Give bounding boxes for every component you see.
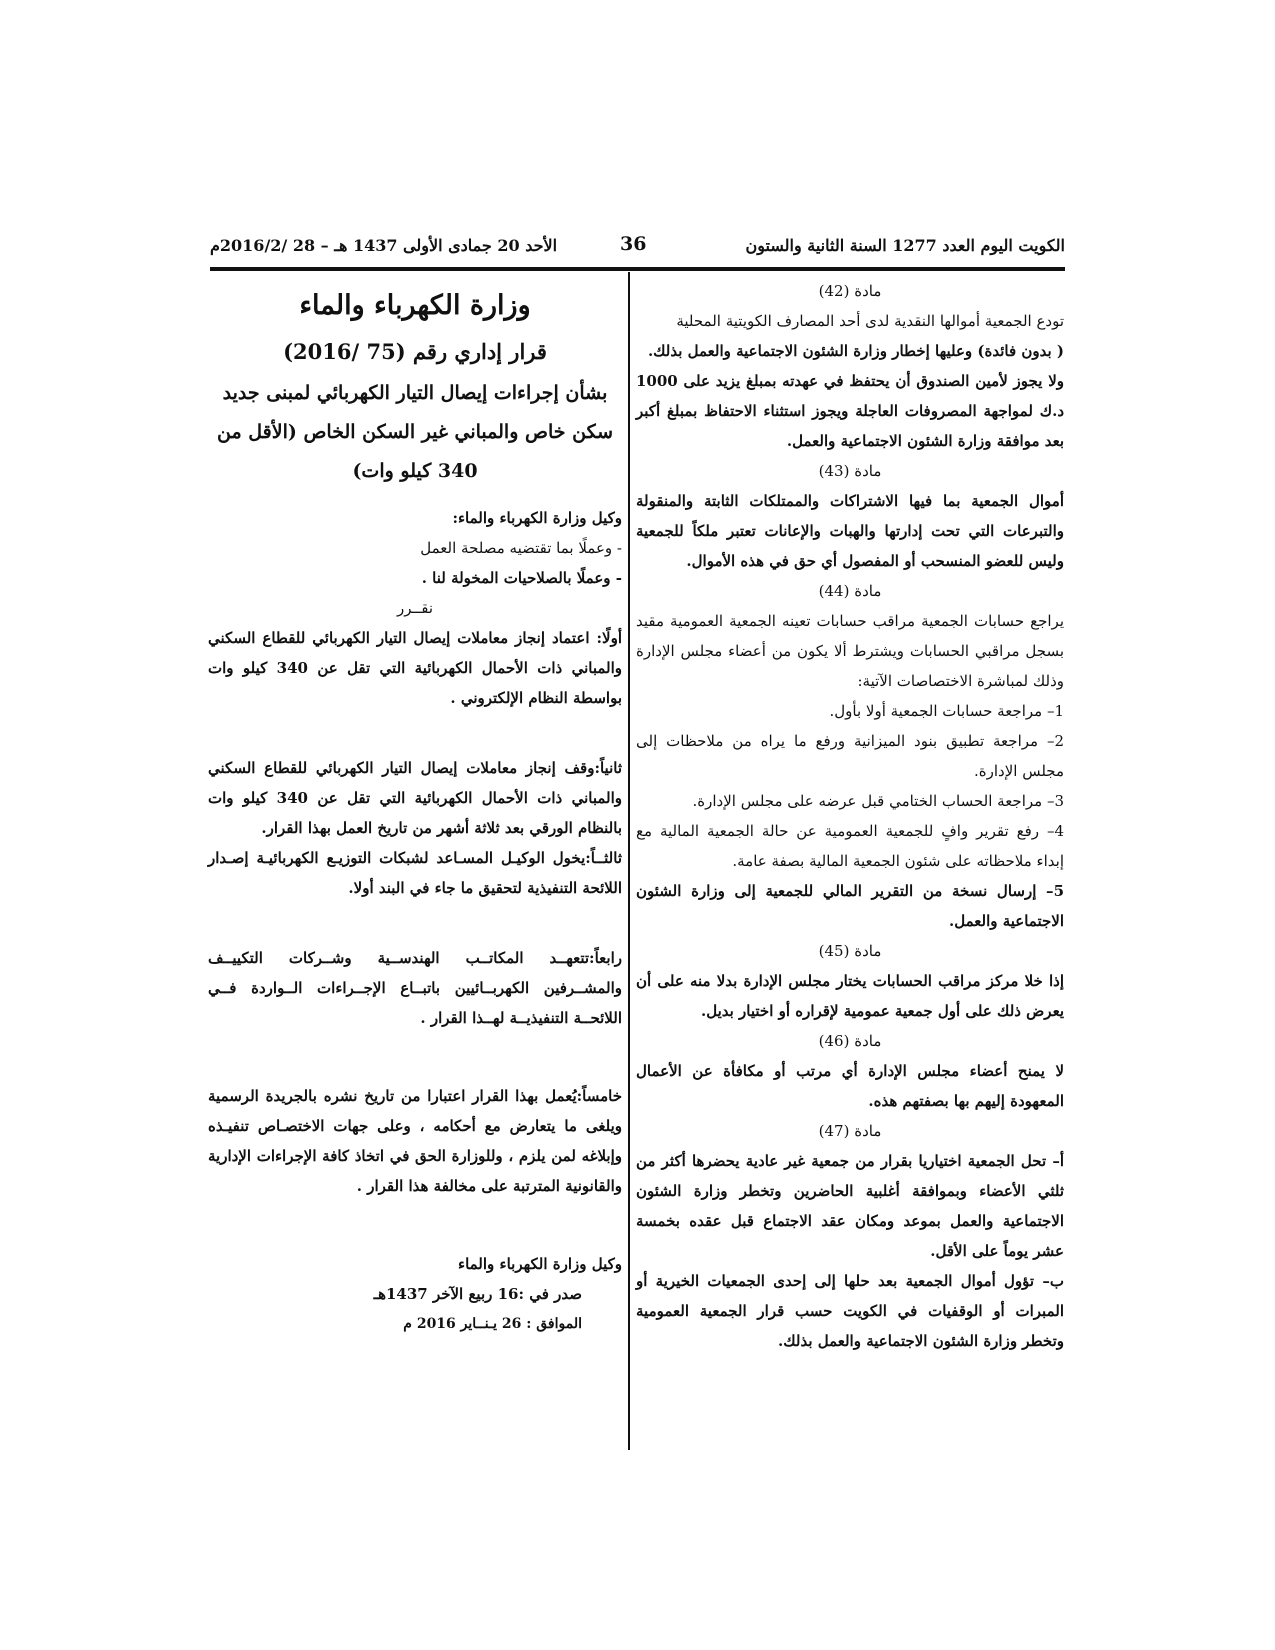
decision-subject: بشأن إجراءات إيصال التيار الكهربائي لمبنى جديد سكن خاص والمباني غير السكن الخاص (الأقل من 340 كيلو وات) [217, 382, 613, 482]
article-44-item-5: 5– إرسال نسخة من التقرير المالي للجمعية إلى وزارة الشئون الاجتماعية والعمل. [636, 882, 1064, 930]
decision-number: قرار إداري رقم (75 /2016) [283, 339, 547, 364]
issuer-line: وكيل وزارة الكهرباء والماء: [452, 509, 622, 527]
clause-fifth: خامساً:يُعمل بهذا القرار اعتبارا من تاريخ نشره بالجريدة الرسمية ويلغى ما يتعارض مع أحكامه ، وعلى جهات الاختصـاص تنفيـذه وإبلاغه لمن يلزم ، وللوزارة الحق في اتخاذ كافة الإجراءات الإدارية والقانونية المترتبة على مخالفة هذا القرار . [208, 1087, 622, 1195]
column-divider [628, 272, 630, 1450]
clause-second: ثانياً:وقف إنجاز معاملات إيصال التيار الكهربائي للقطاع السكني والمباني ذات الأحمال الكهربائية التي تقل عن 340 كيلو وات بالنظام الورقي بعد ثلاثة أشهر من تاريخ العمل بهذا القرار. [208, 759, 623, 837]
issue-date: صدر في :16 ربيع الآخر 1437هـ [373, 1285, 582, 1303]
basis-line-2: - وعملًا بالصلاحيات المخولة لنا . [421, 569, 622, 587]
signature-line: وكيل وزارة الكهرباء والماء [458, 1255, 622, 1273]
basis-line-1: - وعملًا بما تقتضيه مصلحة العمل [420, 539, 622, 557]
article-44-item-4: 4– رفع تقرير وافٍ للجمعية العمومية عن حالة الجمعية المالية مع إبداء ملاحظاته على شئون الجمعية المالية بصفة عامة. [636, 822, 1064, 870]
article-47-label: مادة (47) [818, 1122, 882, 1140]
article-44-item-1: 1– مراجعة حسابات الجمعية أولا بأول. [829, 702, 1064, 720]
article-47-item-a: أ– تحل الجمعية اختياريا بقرار من جمعية غير عادية يحضرها أكثر من ثلثي الأعضاء وبموافقة أغلبية الحاضرين وتخطر وزارة الشئون الاجتماعية والعمل بموعد ومكان عقد الاجتماع قبل عقده بخمسة عشر يوماً على الأقل. [636, 1152, 1064, 1260]
decides-heading: نقــرر [396, 599, 434, 617]
header-issue-info: الكويت اليوم العدد 1277 السنة الثانية والستون [745, 236, 1065, 255]
article-43-para-1: أموال الجمعية بما فيها الاشتراكات والممتلكات الثابتة والمنقولة والتبرعات التي تحت إدارتها والهبات والإعانات تعتبر ملكاً للجمعية وليس للعضو المنسحب أو المفصول أي حق في هذه الأموال. [636, 492, 1064, 570]
page-number: 36 [620, 233, 647, 255]
article-43-label: مادة (43) [818, 462, 882, 480]
right-column [636, 276, 1064, 1356]
clause-fourth: رابعاً:تتعهــد المكاتــب الهندســية وشــركات التكييــف والمشــرفين الكهربــائيين باتبــاع الإجــراءات الــواردة فــي اللائحــة التنفيذيــة لهــذا القرار . [208, 949, 622, 1027]
article-42-para-1: تودع الجمعية أموالها النقدية لدى أحد المصارف الكويتية المحلية [676, 312, 1064, 330]
left-column [208, 282, 622, 1339]
header-rule [210, 267, 1065, 271]
article-42-para-2: ( بدون فائدة) وعليها إخطار وزارة الشئون الاجتماعية والعمل بذلك. [647, 342, 1064, 360]
article-44-label: مادة (44) [818, 582, 882, 600]
article-42-para-3: ولا يجوز لأمين الصندوق أن يحتفظ في عهدته بمبلغ يزيد على 1000 د.ك لمواجهة المصروفات العاجلة ويجوز استثناء الاحتفاظ بمبلغ أكبر بعد موافقة وزارة الشئون الاجتماعية والعمل. [636, 372, 1064, 450]
header-date: الأحد 20 جمادى الأولى 1437 هـ – 28 /2016/2م [210, 236, 558, 255]
clause-first: أولًا: اعتماد إنجاز معاملات إيصال التيار الكهربائي للقطاع السكني والمباني ذات الأحمال الكهربائية التي تقل عن 340 كيلو وات بواسطة النظام الإلكتروني . [208, 629, 623, 707]
article-47-item-b: ب– تؤول أموال الجمعية بعد حلها إلى إحدى الجمعيات الخيرية أو المبرات أو الوقفيات في الكويت حسب قرار الجمعية العمومية وتخطر وزارة الشئون الاجتماعية والعمل بذلك. [636, 1272, 1064, 1350]
corresponding-date: الموافق : 26 يـنــاير 2016 م [403, 1316, 582, 1332]
article-44-item-2: 2– مراجعة تطبيق بنود الميزانية ورفع ما يراه من ملاحظات إلى مجلس الإدارة. [636, 732, 1064, 780]
article-44-item-3: 3– مراجعة الحساب الختامي قبل عرضه على مجلس الإدارة. [692, 792, 1064, 810]
page-header [210, 233, 1065, 266]
article-46-para-1: لا يمنح أعضاء مجلس الإدارة أي مرتب أو مكافأة عن الأعمال المعهودة إليهم بها بصفتهم هذه. [636, 1062, 1064, 1110]
article-42-label: مادة (42) [818, 282, 882, 300]
article-46-label: مادة (46) [818, 1032, 882, 1050]
clause-third: ثالثــاً:يخول الوكيـل المسـاعد لشبكات التوزيـع الكهربائيـة إصـدار اللائحة التنفيذية لتحقيق ما جاء في البند أولا. [208, 849, 622, 897]
article-45-para-1: إذا خلا مركز مراقب الحسابات يختار مجلس الإدارة بدلا منه على أن يعرض ذلك على أول جمعية عمومية لإقراره أو اختيار بديل. [636, 972, 1064, 1020]
ministry-title: وزارة الكهرباء والماء [299, 290, 531, 321]
article-45-label: مادة (45) [818, 942, 882, 960]
article-44-para-1: يراجع حسابات الجمعية مراقب حسابات تعينه الجمعية العمومية مقيد بسجل مراقبي الحسابات ويشترط ألا يكون من أعضاء مجلس الإدارة وذلك لمباشرة الاختصاصات الآتية: [636, 612, 1064, 690]
